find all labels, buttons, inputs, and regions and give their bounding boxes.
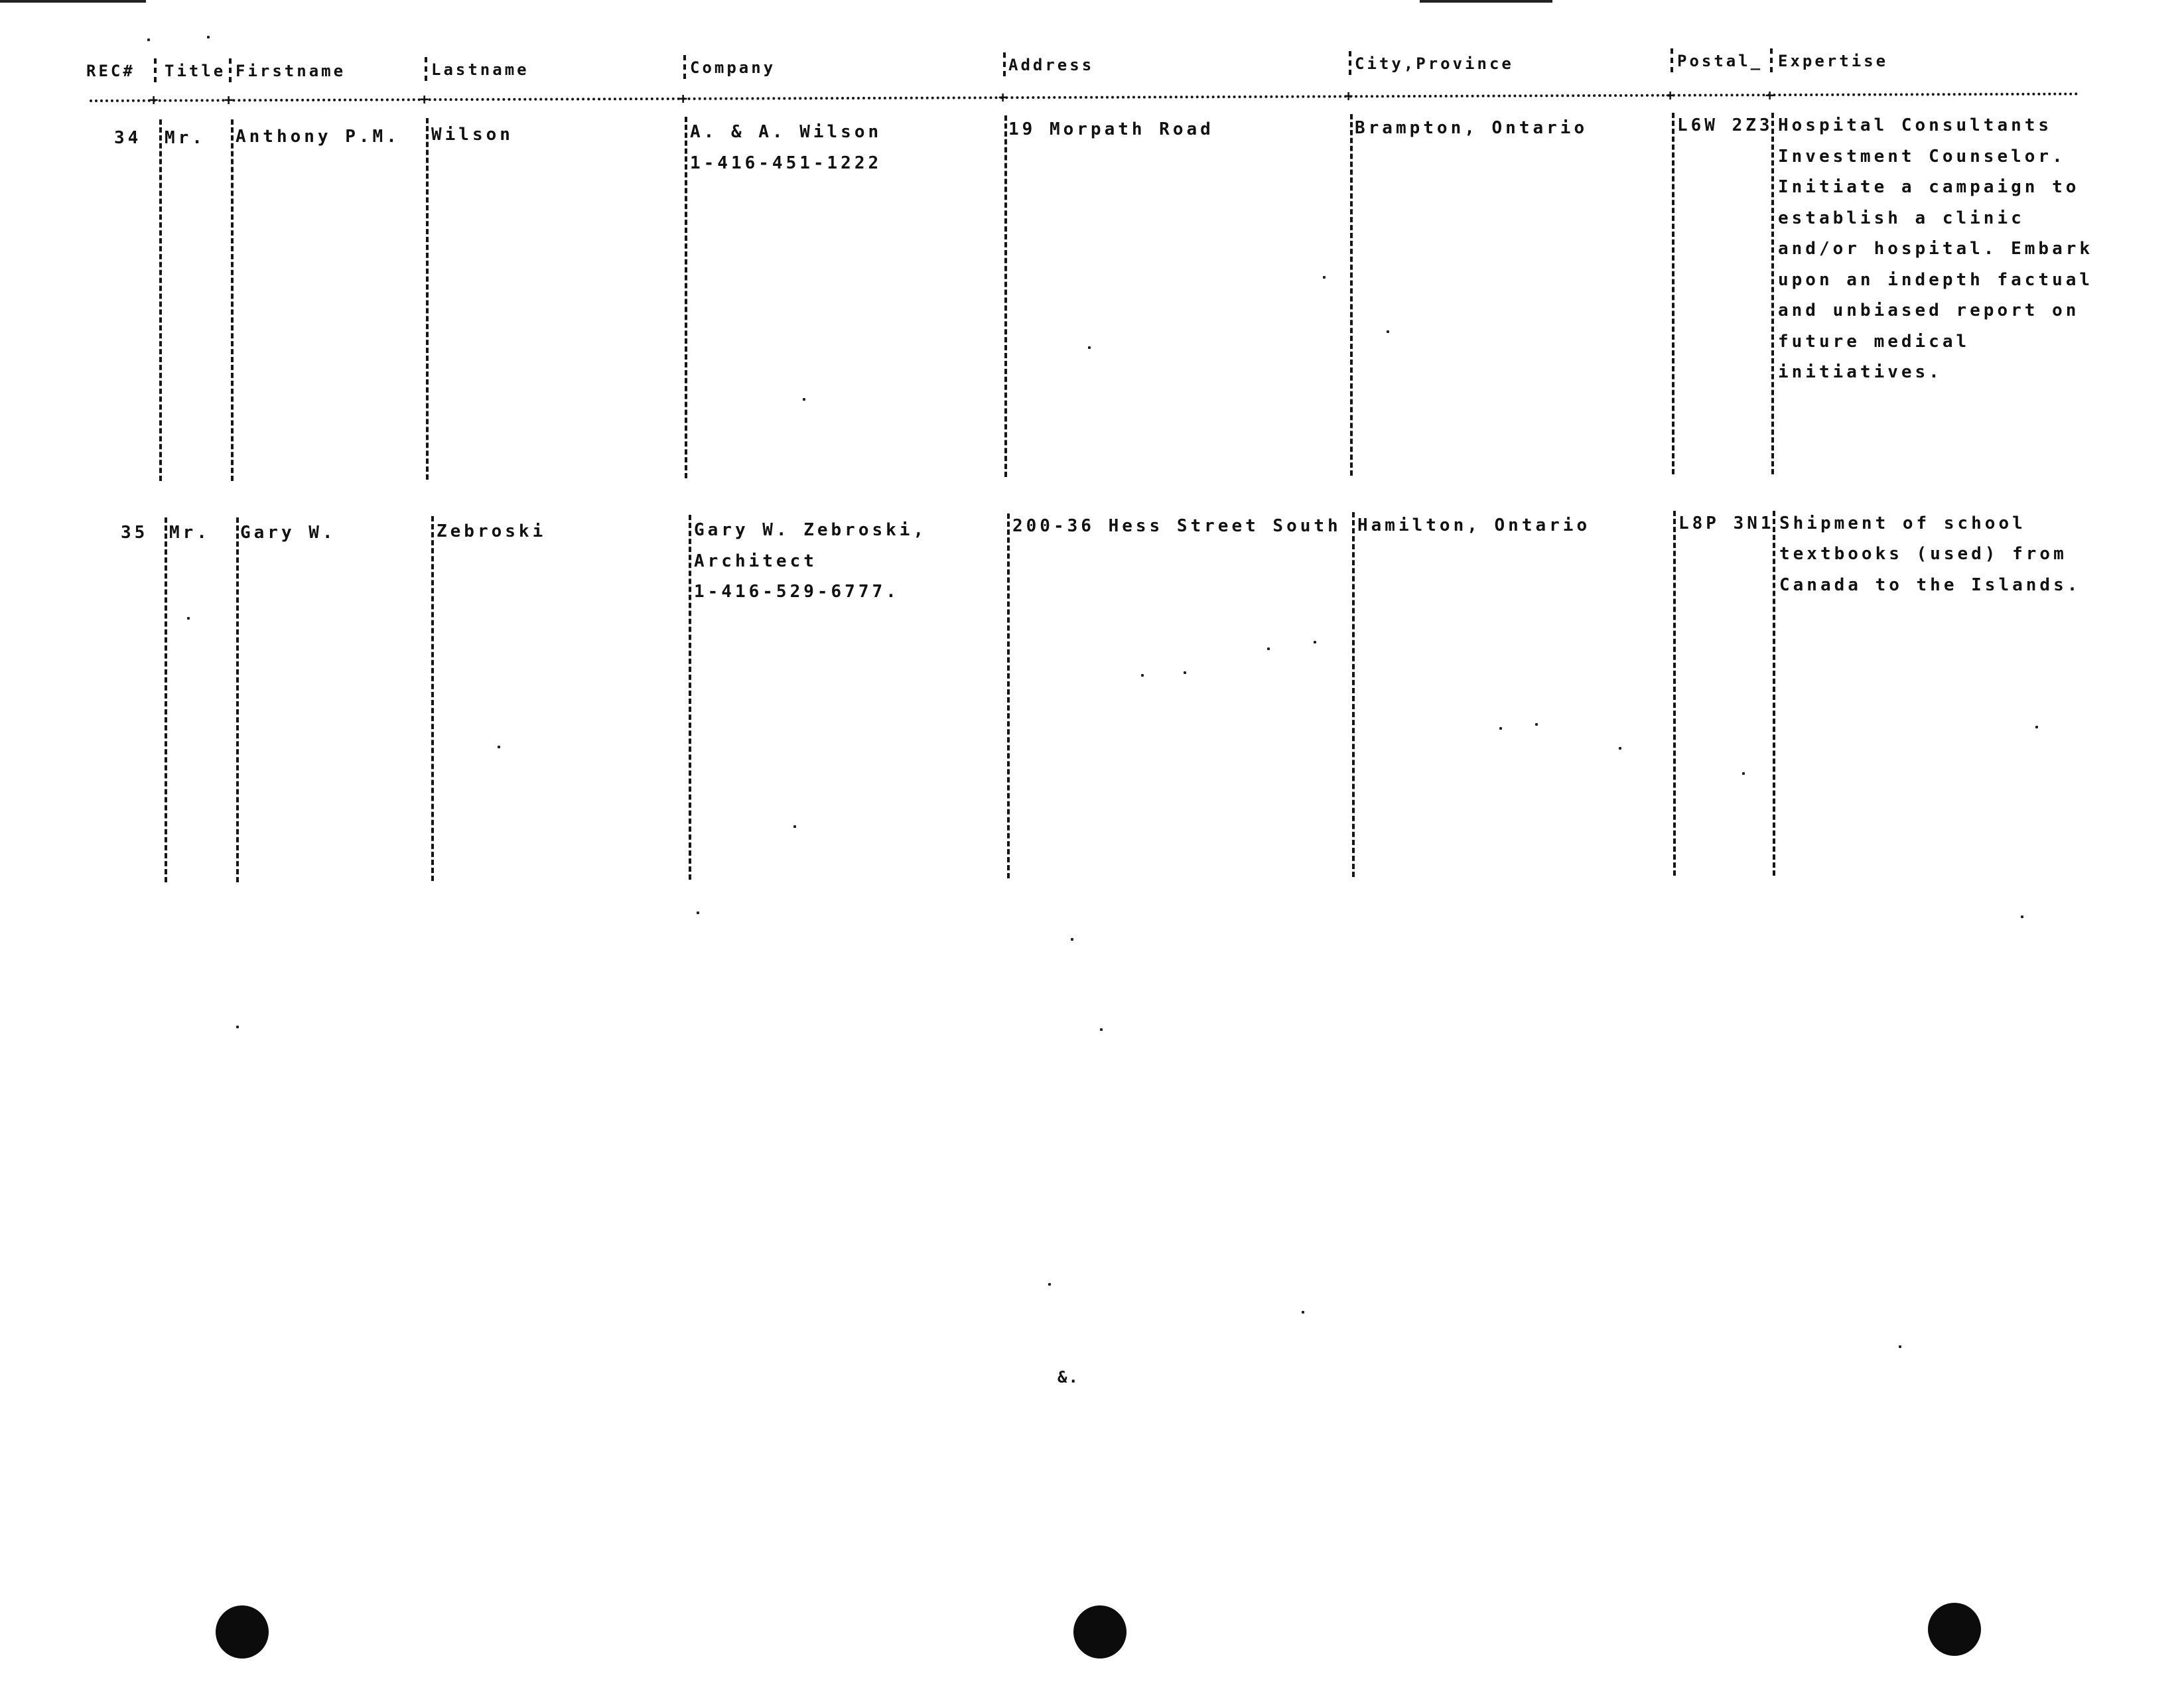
- cell-firstname: Anthony P.M.: [236, 127, 400, 147]
- column-separator: [236, 517, 239, 882]
- column-separator: [426, 118, 429, 480]
- rule-junction: +: [1666, 88, 1675, 104]
- header-separator: [1003, 52, 1006, 76]
- cell-firstname: Gary W.: [240, 523, 336, 543]
- cell-postal: L8P 3N1: [1678, 513, 1775, 533]
- scan-speck: [1071, 938, 1073, 941]
- cell-expertise-line: initiatives.: [1778, 362, 1943, 382]
- rule-junction: +: [149, 92, 159, 109]
- column-separator: [1771, 113, 1774, 474]
- scan-speck: [187, 617, 190, 620]
- scan-speck: [1141, 674, 1144, 677]
- cell-expertise-line: textbooks (used) from: [1779, 544, 2067, 564]
- cell-rec: 34: [114, 128, 142, 148]
- cell-postal: L6W 2Z3: [1677, 115, 1773, 135]
- scan-speck: [803, 398, 805, 401]
- scan-speck: [1619, 747, 1621, 750]
- header-separator: [154, 58, 157, 82]
- column-separator: [159, 119, 162, 481]
- scan-speck: [1323, 276, 1326, 279]
- cell-expertise-line: and/or hospital. Embark: [1778, 239, 2094, 259]
- scan-speck: [1535, 723, 1538, 726]
- cell-company-line: 1-416-529-6777.: [694, 582, 900, 602]
- header-underline: [90, 93, 2080, 102]
- top-edge-rule-right: [1420, 0, 1552, 3]
- cell-expertise-line: Investment Counselor.: [1778, 147, 2066, 167]
- column-separator: [1004, 115, 1007, 477]
- header-title: Title: [165, 62, 226, 80]
- header-expertise: Expertise: [1778, 52, 1889, 70]
- cell-company-line: 1-416-451-1222: [690, 153, 882, 173]
- scan-speck: [1302, 1311, 1304, 1314]
- scan-speck: [1387, 330, 1389, 333]
- scan-speck: [697, 912, 699, 914]
- scan-speck: [236, 1026, 239, 1028]
- scan-speck: [207, 36, 210, 38]
- scan-speck: [1100, 1028, 1103, 1031]
- column-separator: [685, 117, 687, 478]
- cell-expertise-line: establish a clinic: [1778, 208, 2025, 228]
- top-edge-rule-left: [0, 0, 146, 3]
- scan-speck: [793, 825, 796, 828]
- header-city: City,Province: [1355, 54, 1514, 73]
- scan-speck: [2035, 726, 2038, 728]
- header-postal: Postal_: [1677, 52, 1763, 70]
- cell-rec: 35: [121, 523, 149, 543]
- cell-company-line: Gary W. Zebroski,: [694, 520, 927, 540]
- header-separator: [1770, 48, 1773, 72]
- column-separator: [1672, 113, 1674, 474]
- cell-lastname: Wilson: [431, 125, 513, 145]
- cell-city: Brampton, Ontario: [1355, 118, 1588, 138]
- column-separator: [231, 119, 234, 481]
- header-lastname: Lastname: [431, 60, 529, 79]
- scan-speck: [147, 38, 150, 41]
- header-separator: [425, 57, 427, 81]
- scan-speck: [1499, 727, 1502, 730]
- column-separator: [1673, 511, 1676, 876]
- cell-company-line: Architect: [694, 551, 817, 571]
- binder-hole-left: [216, 1605, 269, 1659]
- footer-mark: &.: [1058, 1368, 1079, 1387]
- scan-speck: [1314, 641, 1316, 643]
- binder-hole-right: [1928, 1603, 1981, 1656]
- header-separator: [1349, 51, 1351, 75]
- cell-expertise-line: future medical: [1778, 332, 1970, 352]
- column-separator: [165, 517, 167, 882]
- header-company: Company: [690, 58, 776, 77]
- cell-title: Mr.: [169, 523, 210, 543]
- cell-expertise-line: Shipment of school: [1779, 513, 2026, 533]
- header-firstname: Firstname: [236, 62, 346, 80]
- rule-junction: +: [224, 92, 234, 109]
- rule-junction: +: [998, 90, 1008, 106]
- column-separator: [1350, 114, 1353, 476]
- column-separator: [1007, 513, 1010, 878]
- scan-speck: [1184, 671, 1186, 674]
- scan-speck: [1267, 647, 1270, 650]
- scan-speck: [498, 746, 500, 748]
- scan-speck: [1899, 1345, 1901, 1348]
- cell-expertise-line: Initiate a campaign to: [1778, 177, 2080, 197]
- column-separator: [431, 516, 434, 881]
- header-address: Address: [1008, 56, 1095, 74]
- cell-address: 19 Morpath Road: [1008, 119, 1214, 139]
- cell-lastname: Zebroski: [437, 521, 547, 541]
- cell-expertise-line: Canada to the Islands.: [1779, 575, 2081, 595]
- rule-junction: +: [1765, 88, 1775, 104]
- scan-speck: [1048, 1283, 1051, 1286]
- column-separator: [1352, 512, 1355, 877]
- rule-junction: +: [420, 92, 429, 108]
- header-separator: [1671, 48, 1673, 72]
- cell-title: Mr.: [165, 128, 206, 148]
- scan-speck: [1742, 772, 1745, 775]
- cell-expertise-line: and unbiased report on: [1778, 301, 2080, 320]
- cell-address: 200-36 Hess Street South: [1012, 516, 1341, 536]
- column-separator: [689, 515, 691, 880]
- scan-speck: [1088, 346, 1091, 349]
- header-rec: REC#: [86, 62, 135, 80]
- header-separator: [229, 58, 232, 82]
- cell-expertise-line: upon an indepth factual: [1778, 270, 2094, 290]
- scan-speck: [2021, 915, 2023, 918]
- column-separator: [1773, 511, 1775, 876]
- cell-expertise-line: Hospital Consultants: [1778, 115, 2053, 135]
- binder-hole-center: [1073, 1605, 1126, 1659]
- cell-company-line: A. & A. Wilson: [690, 122, 882, 142]
- cell-city: Hamilton, Ontario: [1357, 515, 1591, 535]
- rule-junction: +: [1344, 88, 1353, 105]
- header-separator: [683, 55, 686, 79]
- rule-junction: +: [679, 91, 688, 107]
